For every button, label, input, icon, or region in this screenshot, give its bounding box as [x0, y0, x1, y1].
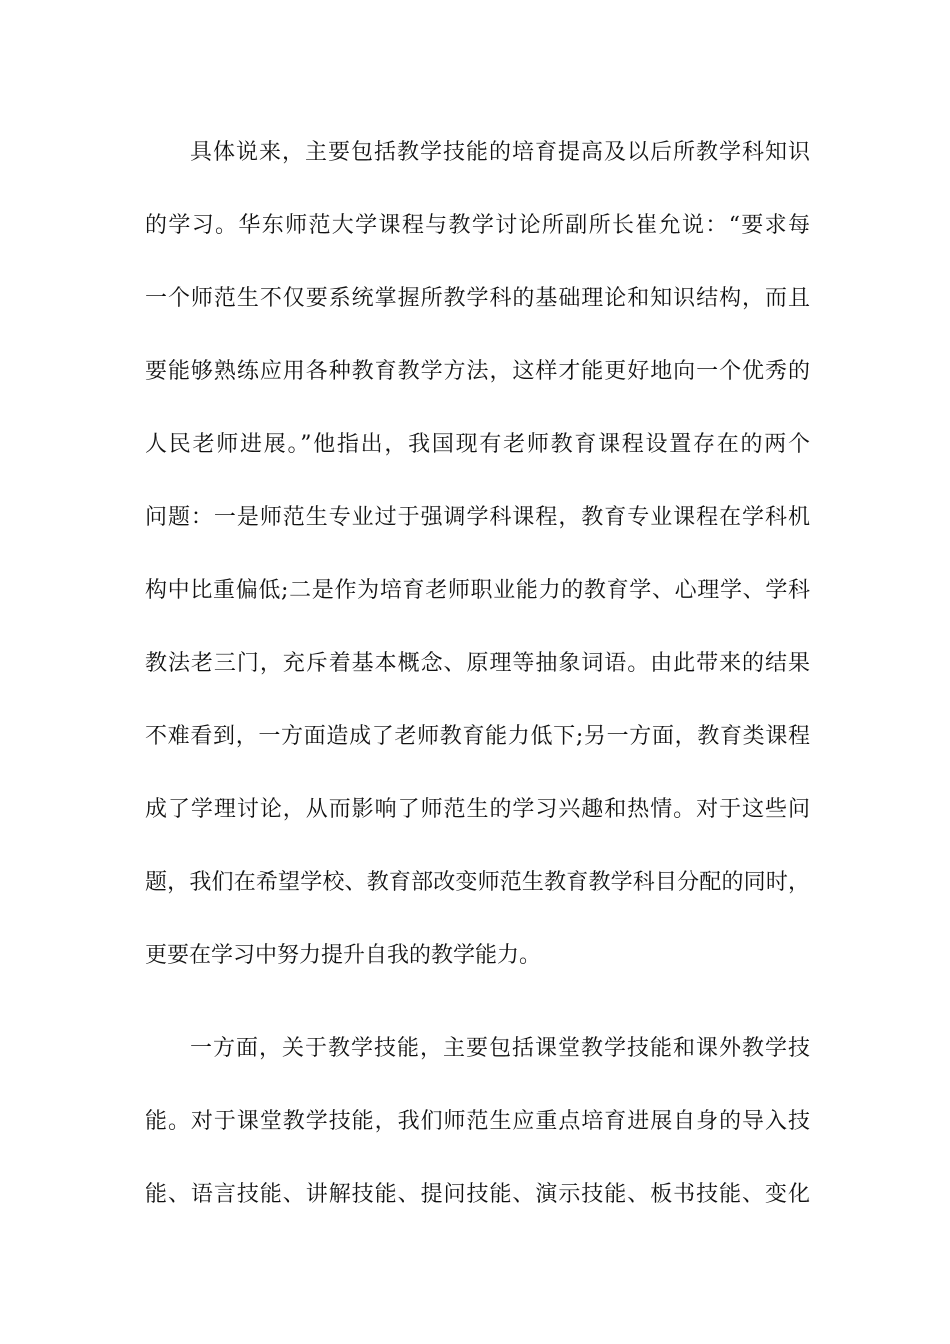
paragraph-1-line-5: 人民老师进展。”他指出，我国现有老师教育课程设置存在的两个 [145, 432, 810, 457]
paragraph-1-line-10: 成了学理讨论，从而影响了师范生的学习兴趣和热情。对于这些问 [145, 797, 810, 822]
paragraph-1-line-4: 要能够熟练应用各种教育教学方法，这样才能更好地向一个优秀的 [145, 359, 810, 384]
paragraph-2-line-2: 能。对于课堂教学技能，我们师范生应重点培育进展自身的导入技 [145, 1109, 810, 1134]
paragraph-1-line-12: 更要在学习中努力提升自我的教学能力。 [145, 943, 542, 968]
paragraph-1-line-1: 具体说来，主要包括教学技能的培育提高及以后所教学科知识 [190, 140, 810, 165]
paragraph-2-line-3: 能、语言技能、讲解技能、提问技能、演示技能、板书技能、变化 [145, 1182, 810, 1207]
paragraph-1-line-7: 构中比重偏低;二是作为培育老师职业能力的教育学、心理学、学科 [145, 578, 810, 603]
paragraph-1-line-9: 不难看到，一方面造成了老师教育能力低下;另一方面，教育类课程 [145, 724, 810, 749]
paragraph-1-line-3: 一个师范生不仅要系统掌握所教学科的基础理论和知识结构，而且 [145, 286, 810, 311]
paragraph-1-line-11: 题，我们在希望学校、教育部改变师范生教育教学科目分配的同时， [145, 870, 810, 895]
paragraph-1-line-6: 问题：一是师范生专业过于强调学科课程，教育专业课程在学科机 [145, 505, 810, 530]
paragraph-1-line-8: 教法老三门，充斥着基本概念、原理等抽象词语。由此带来的结果 [145, 651, 810, 676]
paragraph-2-line-1: 一方面，关于教学技能，主要包括课堂教学技能和课外教学技 [190, 1036, 810, 1061]
paragraph-1-line-2: 的学习。华东师范大学课程与教学讨论所副所长崔允说：“要求每 [145, 213, 810, 238]
